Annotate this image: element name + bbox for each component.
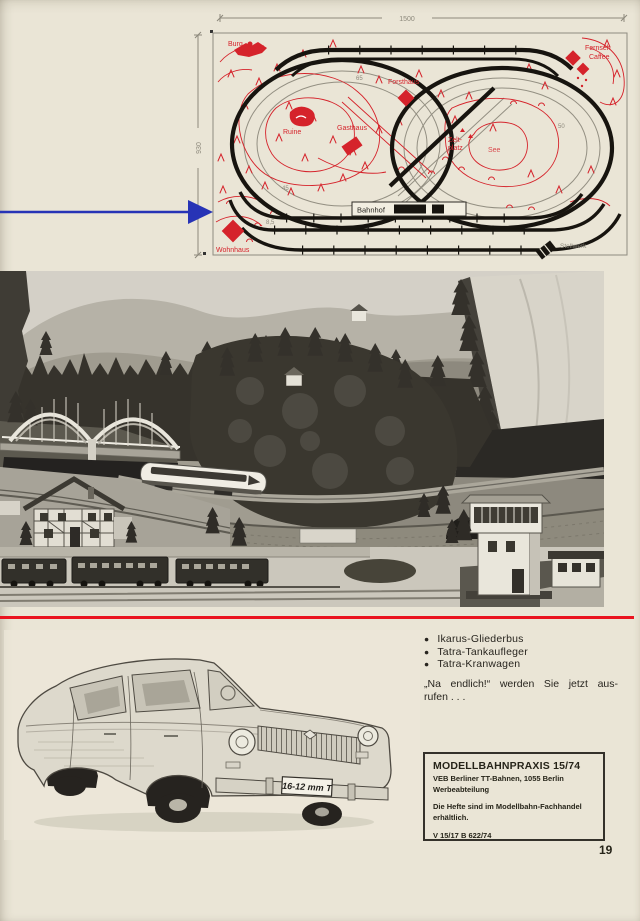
track-plan-figure (190, 6, 640, 264)
plan-radius-1: 50 (558, 124, 565, 130)
plan-label-fernseh-1: Fernseh (585, 45, 611, 52)
plan-radius-0: 65 (356, 76, 363, 82)
car-headlight-right (358, 726, 378, 746)
bullet-label: Tatra-Tankaufleger (437, 645, 528, 658)
plan-station (352, 202, 466, 216)
plan-label-bahnhof: Bahnhof (357, 205, 385, 215)
bullet-icon (424, 658, 429, 671)
red-divider-rule (0, 616, 634, 619)
photo-shed (548, 551, 604, 587)
plan-labels-red (216, 41, 611, 254)
vehicle-bullet-list (424, 633, 620, 705)
bullet-label: Tatra-Kranwagen (437, 658, 521, 670)
bullet-icon (424, 633, 429, 646)
print-code: V 15/17 B 622/74 (433, 831, 492, 840)
plan-label-gasthaus: Gasthaus (337, 125, 367, 132)
plan-label-see: See (488, 147, 501, 154)
publisher-info-box (423, 752, 605, 841)
layout-photo-illustration (0, 271, 604, 607)
bullet-label: Ikarus-Gliederbus (437, 633, 524, 645)
gasthaus-icon (341, 136, 362, 155)
info-box-title: MODELLBAHNPRAXIS 15/74 (433, 760, 581, 772)
blue-arrow (0, 197, 214, 227)
plan-label-burg: Burg (228, 41, 243, 48)
plan-label-wohnhaus: Wohnhaus (216, 247, 250, 254)
publisher-line-2: Werbeabteilung (433, 784, 490, 794)
plan-radius-2: 45 (282, 186, 289, 192)
plan-dim-height: 930 (196, 142, 203, 154)
car-headlight-left (229, 729, 255, 755)
plan-label-fernseh-2: Caffee (589, 54, 610, 61)
plan-label-zelt-2: platz (448, 145, 463, 152)
plan-radius-3: 8,5 (266, 220, 275, 226)
quote-line-1: „Na endlich!“ werden Sie jetzt aus- (424, 677, 618, 690)
plan-border (213, 33, 627, 255)
car-license-plate (282, 777, 334, 797)
quote-line-2: rufen . . . (424, 691, 466, 703)
plan-main-track (230, 50, 620, 250)
plan-label-forsthaus: Forsthaus (388, 79, 420, 86)
availability-note: Die Hefte sind im Modellbahn-Fachhandel erhältlich. (433, 802, 582, 822)
page-number: 19 (599, 843, 613, 857)
plan-label-stellwerk: Stellwerk (560, 243, 587, 250)
plan-label-zelt-1: Zelt- (448, 137, 462, 144)
publisher-line-1: VEB Berliner TT-Bahnen, 1055 Berlin (433, 774, 564, 783)
list-item (424, 646, 620, 659)
list-item (424, 633, 620, 646)
quote-text (424, 678, 618, 705)
car-illustration (4, 630, 420, 840)
license-plate-text: 16-12 mm T (281, 780, 332, 794)
bullet-icon (424, 646, 429, 659)
wohnhaus-icon (222, 220, 245, 243)
plan-label-ruine: Ruine (283, 129, 302, 136)
list-item (424, 658, 620, 671)
plan-dim-width: 1500 (399, 16, 415, 23)
